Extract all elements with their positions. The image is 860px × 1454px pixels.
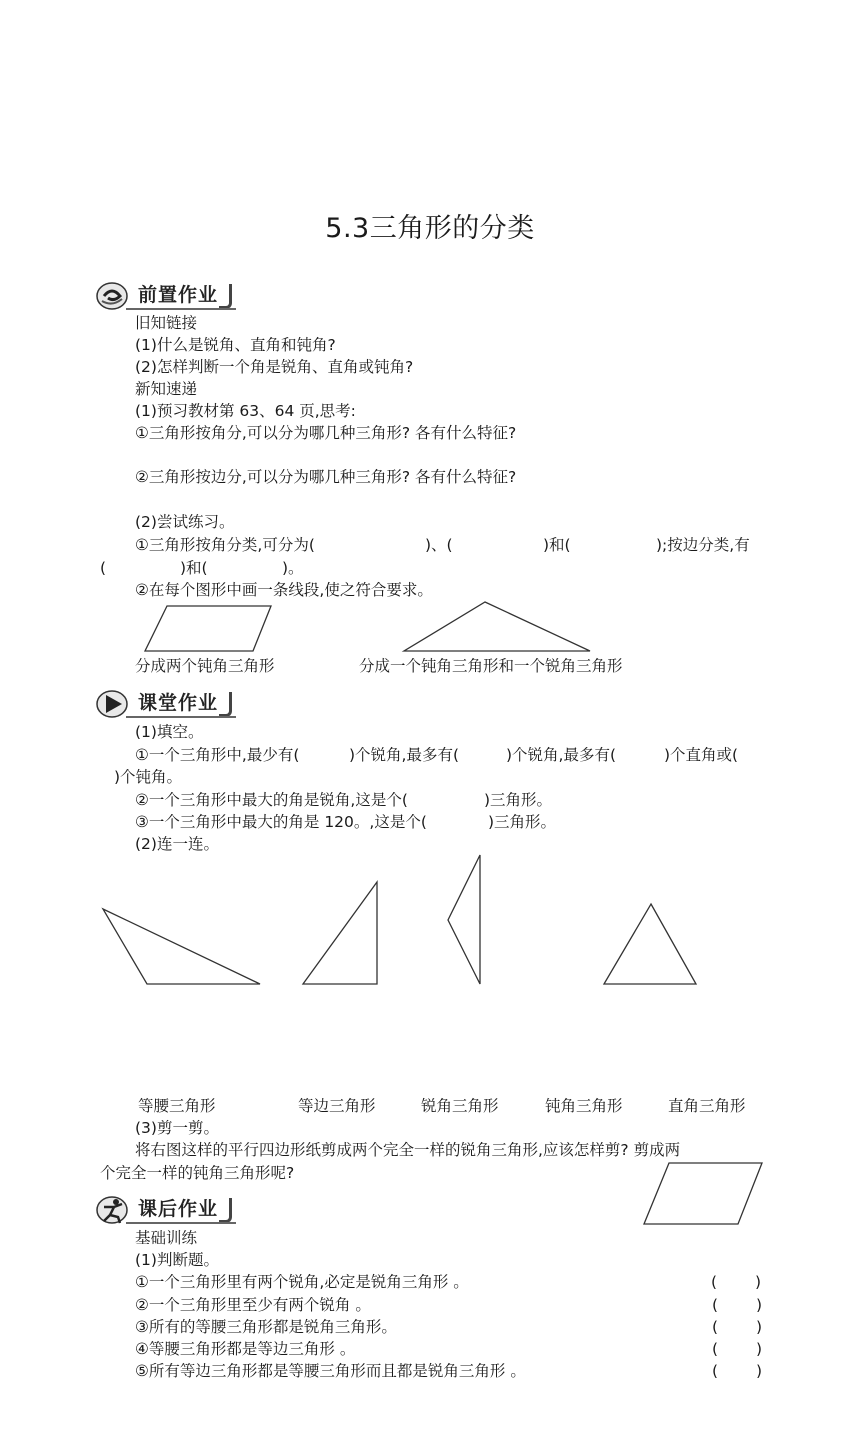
judge-item-2: ②一个三角形里至少有两个锐角 。 (135, 1296, 371, 1314)
triangle-isosceles-obtuse-shape (444, 852, 486, 988)
section-banner-class (96, 689, 236, 719)
judge-item-3: ③所有的等腰三角形都是锐角三角形。 (135, 1318, 397, 1336)
triangle-equilateral-shape (600, 900, 700, 988)
answer-paren-close-4: ) (756, 1340, 763, 1358)
section-banner-preview (96, 281, 236, 311)
runner-emblem-icon (96, 1195, 132, 1225)
banner-underline (126, 716, 236, 718)
type-label-right: 直角三角形 (668, 1097, 746, 1115)
try-heading: (2)尝试练习。 (135, 513, 235, 531)
think-question-1: ①三角形按角分,可以分为哪几种三角形? 各有什么特征? (135, 424, 517, 442)
try-1-part-b: )、( (425, 536, 453, 554)
question-2: (2)怎样判断一个角是锐角、直角或钝角? (135, 358, 414, 376)
think-question-2: ②三角形按边分,可以分为哪几种三角形? 各有什么特征? (135, 468, 517, 486)
parallelogram-figure-2 (640, 1160, 768, 1228)
type-label-equilateral: 等边三角形 (298, 1097, 376, 1115)
play-emblem-icon (96, 689, 132, 719)
try-1-part-d: );按边分类,有 (656, 536, 750, 554)
answer-paren-close-2: ) (756, 1296, 763, 1314)
connect-heading: (2)连一连。 (135, 835, 219, 853)
banner-underline (126, 308, 236, 310)
try-2-instruction: ②在每个图形中画一条线段,使之符合要求。 (135, 581, 433, 599)
page-title: 5.3三角形的分类 (325, 213, 535, 244)
fill-2-part-a: ②一个三角形中最大的角是锐角,这是个( (135, 791, 408, 809)
type-label-obtuse: 钝角三角形 (545, 1097, 623, 1115)
cut-text-line-2: 个完全一样的钝角三角形呢? (100, 1164, 295, 1182)
caption-obtuse-and-acute: 分成一个钝角三角形和一个锐角三角形 (359, 657, 623, 675)
section-banner-homework (96, 1195, 236, 1225)
basic-training-heading: 基础训练 (135, 1229, 198, 1247)
try-1-part-a: ①三角形按角分类,可分为( (135, 536, 315, 554)
parallelogram-figure-1 (140, 600, 280, 656)
fill-3-part-a: ③一个三角形中最大的角是 120。,这是个( (135, 813, 427, 831)
fill-1-part-d: )个直角或( (664, 746, 739, 764)
old-link-heading: 旧知链接 (135, 314, 198, 332)
section-title-class: 课堂作业 (134, 690, 232, 716)
judge-item-5: ⑤所有等边三角形都是等腰三角形而且都是锐角三角形 。 (135, 1362, 526, 1380)
answer-paren-close-3: ) (756, 1318, 763, 1336)
answer-paren-open-3: ( (712, 1318, 719, 1336)
preview-instruction: (1)预习教材第 63、64 页,思考: (135, 402, 356, 420)
fill-1-part-a: ①一个三角形中,最少有( (135, 746, 300, 764)
answer-paren-open-5: ( (712, 1362, 719, 1380)
triangle-obtuse-shape (100, 905, 265, 990)
type-label-isosceles: 等腰三角形 (138, 1097, 216, 1115)
try-1-part-e: ( (100, 559, 107, 577)
answer-paren-close-5: ) (756, 1362, 763, 1380)
judge-item-4: ④等腰三角形都是等边三角形 。 (135, 1340, 356, 1358)
banner-underline (126, 1222, 236, 1224)
type-label-acute: 锐角三角形 (421, 1097, 499, 1115)
question-1: (1)什么是锐角、直角和钝角? (135, 336, 336, 354)
judge-heading: (1)判断题。 (135, 1251, 219, 1269)
fill-heading: (1)填空。 (135, 723, 204, 741)
judge-item-1: ①一个三角形里有两个锐角,必定是锐角三角形 。 (135, 1273, 469, 1291)
obtuse-triangle-figure (400, 598, 600, 658)
fill-2-part-b: )三角形。 (484, 791, 553, 809)
cut-text-line-1: 将右图这样的平行四边形纸剪成两个完全一样的锐角三角形,应该怎样剪? 剪成两 (135, 1141, 681, 1159)
answer-paren-open-2: ( (712, 1296, 719, 1314)
triangle-right-shape (300, 878, 382, 988)
section-title-homework: 课后作业 (134, 1196, 232, 1222)
cut-heading: (3)剪一剪。 (135, 1119, 219, 1137)
answer-paren-close-1: ) (755, 1273, 762, 1291)
caption-two-obtuse: 分成两个钝角三角形 (135, 657, 275, 675)
answer-paren-open-1: ( (711, 1273, 718, 1291)
try-1-part-g: )。 (282, 559, 304, 577)
fill-1-part-e: )个钝角。 (114, 768, 183, 786)
answer-paren-open-4: ( (712, 1340, 719, 1358)
fill-1-part-b: )个锐角,最多有( (349, 746, 460, 764)
new-link-heading: 新知速递 (135, 380, 198, 398)
fill-3-part-b: )三角形。 (488, 813, 557, 831)
section-title-preview: 前置作业 (134, 282, 232, 308)
try-1-part-f: )和( (180, 559, 208, 577)
swirl-emblem-icon (96, 281, 132, 311)
fill-1-part-c: )个锐角,最多有( (506, 746, 617, 764)
try-1-part-c: )和( (543, 536, 571, 554)
